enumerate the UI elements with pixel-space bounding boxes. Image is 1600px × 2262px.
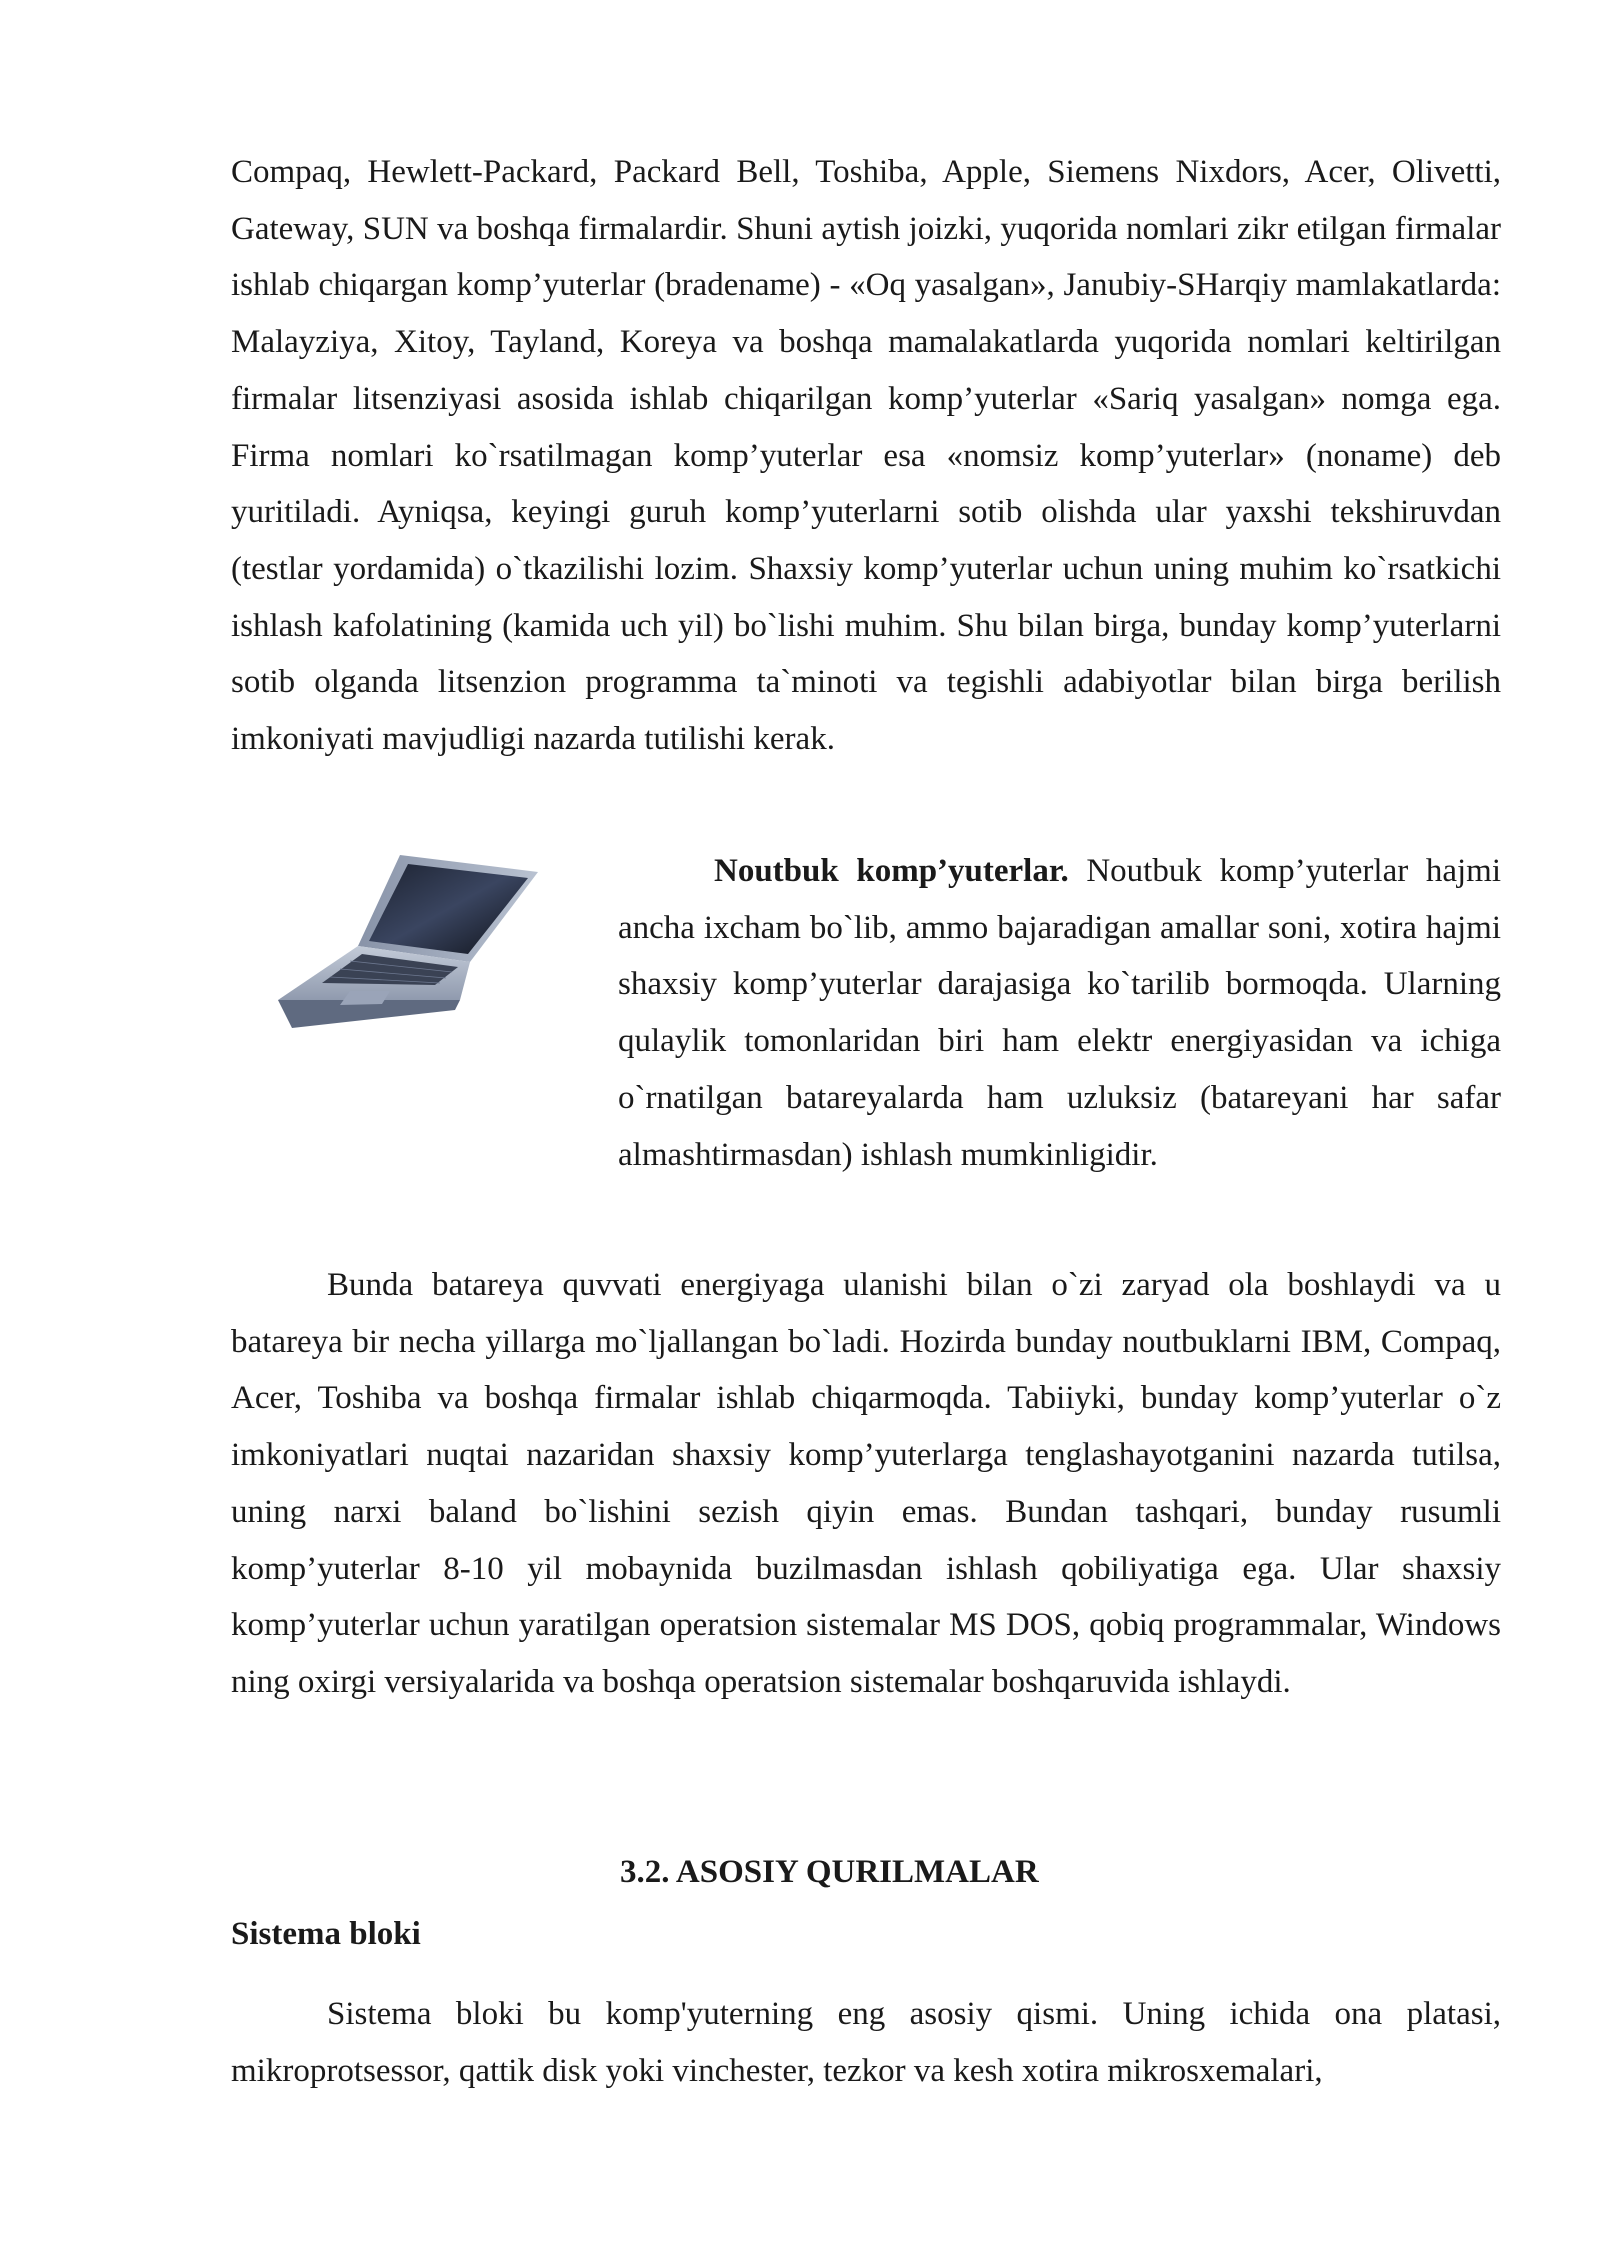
paragraph-notebooks (231, 843, 1501, 1183)
paragraph-battery (231, 1257, 1501, 1711)
notebook-title: Noutbuk komp’yuterlar. (714, 853, 1069, 889)
subheading-system-block: Sistema bloki (231, 1916, 421, 1952)
paragraph-system-block (231, 1986, 1501, 2099)
notebook-text: Noutbuk komp’yuterlar hajmi ancha ixcham bo`lib, ammo bajaradigan amallar soni, xotira hajmi shaxsiy komp’yuterlar darajasiga ko`tarilib bormoqda. Ularning qulaylik tomonlaridan biri ham elektr energiyasidan va ichiga o`rnatilgan batareyalarda ham uzluksiz (batareyani har safar almashtirmasdan) ishlash mumkinligidir. (618, 853, 1502, 1173)
section-heading-text: 3.2. ASOSIY QURILMALAR (620, 1854, 1039, 1890)
paragraph-firms-text: Compaq, Hewlett-Packard, Packard Bell, Toshiba, Apple, Siemens Nixdors, Acer, Olivetti, Gateway, SUN va boshqa firmalardir. Shuni aytish joizki, yuqorida nomlari zikr etilgan firmalar ishlab chiqargan komp’yuterlar (bradename) - «Oq yasalgan», Janubiy-SHarqiy mamlakatlarda: Malayziya, Xitoy, Tayland, Koreya va boshqa mamalakatlarda yuqorida nomlari keltirilgan firmalar litsenziyasi asosida ishlab chiqarilgan komp’yuterlar «Sariq yasalgan» nomga ega. Firma nomlari ko`rsatilmagan komp’yuterlar esa «nomsiz komp’yuterlar» (noname) deb yuritiladi. Ayniqsa, keyingi guruh komp’yuterlarni sotib olishda ular yaxshi tekshiruvdan (testlar yordamida) o`tkazilishi lozim. Shaxsiy komp’yuterlar uchun uning muhim ko`rsatkichi ishlash kafolatining (kamida uch yil) bo`lishi muhim. Shu bilan birga, bunday komp’yuterlarni sotib olganda litsenzion programma ta`minoti va tegishli adabiyotlar bilan birga berilish imkoniyati mavjudligi nazarda tutilishi kerak. (231, 154, 1501, 758)
paragraph-firms (231, 144, 1501, 768)
laptop-image-space (231, 843, 618, 1155)
paragraph-system-block-text: Sistema bloki bu komp'yuterning eng asosiy qismi. Uning ichida ona platasi, mikroprotsessor, qattik disk yoki vinchester, tezkor va kesh xotira mikrosxemalari, (231, 1996, 1501, 2089)
paragraph-battery-text: Bunda batareya quvvati energiyaga ulanishi bilan o`zi zaryad ola boshlaydi va u batareya bir necha yillarga mo`ljallangan bo`ladi. Hozirda bunday noutbuklarni IBM, Compaq, Acer, Toshiba va boshqa firmalar ishlab chiqarmoqda. Tabiiyki, bunday komp’yuterlar o`z imkoniyatlari nuqtai nazaridan shaxsiy komp’yuterlarga tenglashayotganini nazarda tutilsa, uning narxi baland bo`lishini sezish qiyin emas. Bundan tashqari, bunday rusumli komp’yuterlar 8-10 yil mobaynida buzilmasdan ishlash qobiliyatiga ega. Ular shaxsiy komp’yuterlar uchun yaratilgan operatsion sistemalar MS DOS, qobiq programmalar, Windows ning oxirgi versiyalarida va boshqa operatsion sistemalar boshqaruvida ishlaydi. (231, 1267, 1501, 1700)
